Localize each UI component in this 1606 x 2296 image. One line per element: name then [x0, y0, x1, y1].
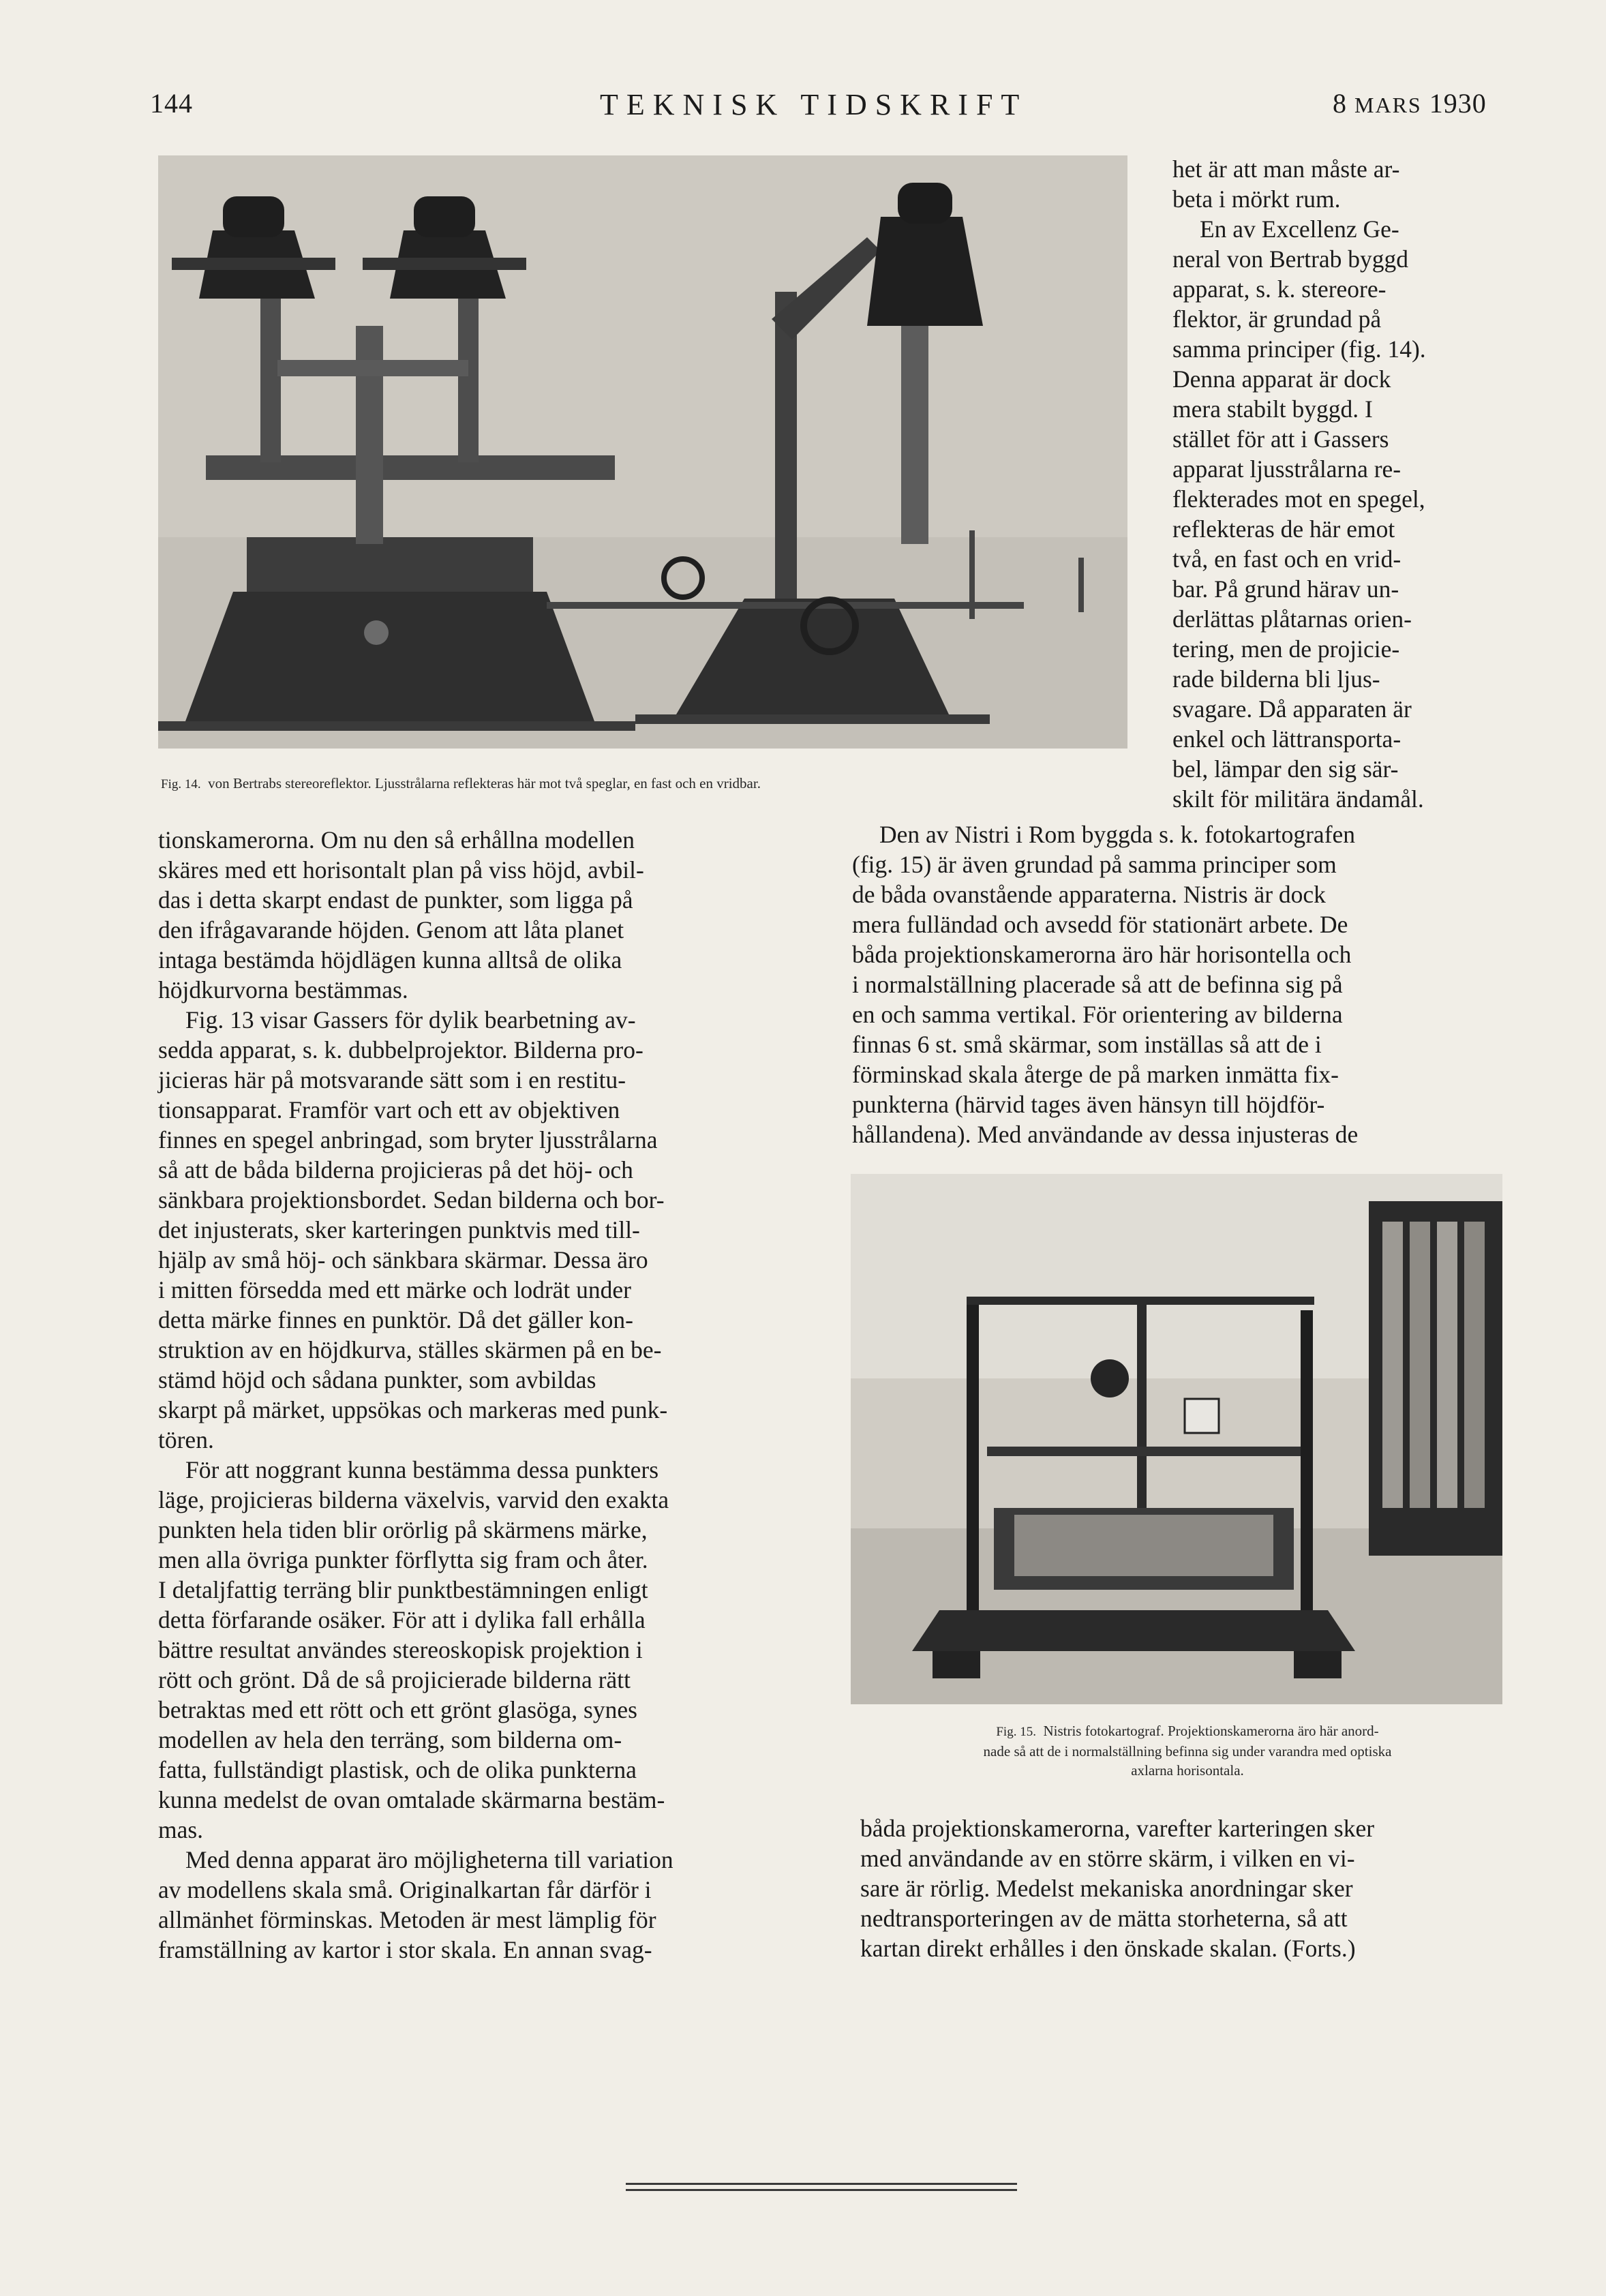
text-line: förminskad skala återge de på marken inmätta fix-: [852, 1061, 1339, 1088]
text-line: apparat, s. k. stereore-: [1172, 275, 1387, 303]
text-line: struktion av en höjdkurva, ställes skärmen på en be-: [158, 1336, 662, 1363]
text-line: båda projektionskamerorna, varefter karteringen sker: [860, 1815, 1375, 1842]
text-line: apparat ljusstrålarna re-: [1172, 455, 1402, 483]
text-line: das i detta skarpt endast de punkter, som ligga på: [158, 886, 633, 913]
figure-15-caption-line-3: axlarna horisontala.: [1131, 1762, 1244, 1779]
text-line: bel, lämpar den sig sär-: [1172, 755, 1399, 783]
figure-15-photo: [851, 1174, 1502, 1704]
text-line: detta förfarande osäker. För att i dylika fall erhålla: [158, 1606, 646, 1633]
text-line: bättre resultat användes stereoskopisk projektion i: [158, 1636, 643, 1663]
footer-rule-top: [626, 2183, 1017, 2185]
footer-rule-bottom: [626, 2189, 1017, 2191]
figure-15-caption-line-2: nade så att de i normalställning befinna sig under varandra med optiska: [983, 1743, 1392, 1759]
text-line: Den av Nistri i Rom byggda s. k. fotokartografen: [879, 821, 1356, 848]
text-line: Denna apparat är dock: [1172, 365, 1391, 393]
text-line: läge, projicieras bilderna växelvis, varvid den exakta: [158, 1486, 669, 1513]
text-line: flekterades mot en spegel,: [1172, 485, 1425, 513]
text-line: jicieras här på motsvarande sätt som i en restitu-: [158, 1066, 626, 1093]
text-line: fatta, fullständigt plastisk, och de olika punkterna: [158, 1756, 637, 1783]
text-line: kartan direkt erhålles i den önskade skalan. (Forts.): [860, 1935, 1356, 1962]
text-line: tionskamerorna. Om nu den så erhållna modellen: [158, 826, 635, 854]
text-line: detta märke finnes en punktör. Då det gäller kon-: [158, 1306, 633, 1333]
text-line: modellen av hela den terräng, som bilderna om-: [158, 1726, 622, 1753]
text-line: det injusterats, sker karteringen punktvis med till-: [158, 1216, 640, 1243]
text-line: den ifrågavarande höjden. Genom att låta planet: [158, 916, 624, 943]
text-line: rade bilderna bli ljus-: [1172, 665, 1380, 693]
text-line: sare är rörlig. Medelst mekaniska anordningar sker: [860, 1875, 1353, 1902]
page-number: 144: [150, 88, 193, 119]
text-line: av modellens skala små. Originalkartan får därför i: [158, 1876, 652, 1903]
text-line: beta i mörkt rum.: [1172, 185, 1341, 213]
text-line: tering, men de projicie-: [1172, 635, 1400, 663]
text-line: sedda apparat, s. k. dubbelprojektor. Bilderna pro-: [158, 1036, 643, 1063]
text-line: så att de båda bilderna projicieras på det höj- och: [158, 1156, 633, 1183]
text-line: enkel och lättransporta-: [1172, 725, 1402, 753]
text-line: intaga bestämda höjdlägen kunna alltså de olika: [158, 946, 622, 973]
text-line: en och samma vertikal. För orientering av bilderna: [852, 1001, 1343, 1028]
text-line: finnes en spegel anbringad, som bryter ljusstrålarna: [158, 1126, 658, 1153]
text-line: nedtransporteringen av de mätta storheterna, så att: [860, 1905, 1348, 1932]
text-line: i mitten försedda med ett märke och lodrät under: [158, 1276, 631, 1303]
text-line: tionsapparat. Framför vart och ett av objektiven: [158, 1096, 620, 1123]
figure-14-label: Fig. 14.: [161, 777, 201, 791]
text-line: framställning av kartor i stor skala. En annan svag-: [158, 1936, 652, 1963]
text-line: men alla övriga punkter förflytta sig fram och åter.: [158, 1546, 648, 1573]
text-line: två, en fast och en vrid-: [1172, 545, 1402, 573]
text-line: finnas 6 st. små skärmar, som inställas så att de i: [852, 1031, 1322, 1058]
text-line: flektor, är grundad på: [1172, 305, 1382, 333]
text-line: rött och grönt. Då de så projicierade bilderna rätt: [158, 1666, 631, 1693]
text-line: höjdkurvorna bestämmas.: [158, 976, 408, 1003]
figure-14-photo: [158, 155, 1127, 749]
text-line: mera fulländad och avsedd för stationärt arbete. De: [852, 911, 1348, 938]
text-column-right-top: [1172, 154, 1500, 814]
figure-15-caption-line-1: [860, 1721, 1515, 1742]
figure-14-caption: [161, 774, 1136, 794]
text-line: En av Excellenz Ge-: [1200, 215, 1399, 243]
text-line: i normalställning placerade så att de befinna sig på: [852, 971, 1343, 998]
photocartograph-illustration: [851, 1174, 1502, 1704]
text-column-left: [158, 825, 819, 1965]
text-line: punkterna (härvid tages även hänsyn till höjdför-: [852, 1091, 1325, 1118]
text-line: Med denna apparat äro möjligheterna till variation: [185, 1846, 673, 1873]
text-line: I detaljfattig terräng blir punktbestämningen enligt: [158, 1576, 648, 1603]
text-line: derlättas plåtarnas orien-: [1172, 605, 1412, 633]
text-line: sänkbara projektionsbordet. Sedan bilderna och bor-: [158, 1186, 665, 1213]
figure-15-caption: [860, 1721, 1515, 1780]
journal-title: TEKNISK TIDSKRIFT: [600, 88, 1028, 121]
text-line: tören.: [158, 1426, 214, 1453]
text-line: mera stabilt byggd. I: [1172, 395, 1373, 423]
text-line: mas.: [158, 1816, 204, 1843]
text-line: skäres med ett horisontalt plan på viss höjd, avbil-: [158, 856, 644, 883]
text-line: hållandena). Med användande av dessa injusteras de: [852, 1121, 1359, 1148]
text-line: stället för att i Gassers: [1172, 425, 1389, 453]
figure-14-caption-text: von Bertrabs stereoreflektor. Ljusstrålarna reflekteras här mot två speglar, en fast och en vridbar.: [208, 775, 761, 791]
text-column-right-middle: [852, 819, 1511, 1149]
text-line: skilt för militära ändamål.: [1172, 785, 1424, 813]
text-line: svagare. Då apparaten är: [1172, 695, 1412, 723]
text-line: samma principer (fig. 14).: [1172, 335, 1426, 363]
text-line: de båda ovanstående apparaterna. Nistris är dock: [852, 881, 1326, 908]
text-line: Fig. 13 visar Gassers för dylik bearbetning av-: [185, 1006, 636, 1033]
issue-date: [1333, 87, 1487, 119]
text-line: stämd höjd och sådana punkter, som avbildas: [158, 1366, 596, 1393]
figure-15-label: Fig. 15.: [996, 1725, 1036, 1739]
text-line: med användande av en större skärm, i vilken en vi-: [860, 1845, 1355, 1872]
text-line: punkten hela tiden blir orörlig på skärmens märke,: [158, 1516, 648, 1543]
text-line: För att noggrant kunna bestämma dessa punkters: [185, 1456, 659, 1483]
issue-date-year: 1930: [1429, 88, 1487, 119]
issue-date-day: 8: [1333, 88, 1347, 119]
figure-15-caption-text-1: Nistris fotokartograf. Projektionskamerorna äro här anord-: [1043, 1723, 1379, 1739]
text-line: reflekteras de här emot: [1172, 515, 1395, 543]
stereoreflector-illustration: [158, 155, 1127, 749]
text-line: betraktas med ett rött och ett grönt glasöga, synes: [158, 1696, 637, 1723]
text-line: (fig. 15) är även grundad på samma principer som: [852, 851, 1337, 878]
text-line: neral von Bertrab byggd: [1172, 245, 1409, 273]
text-line: hjälp av små höj- och sänkbara skärmar. Dessa äro: [158, 1246, 648, 1273]
text-line: bar. På grund härav un-: [1172, 575, 1399, 603]
text-line: kunna medelst de ovan omtalade skärmarna bestäm-: [158, 1786, 665, 1813]
text-line: allmänhet förminskas. Metoden är mest lämplig för: [158, 1906, 656, 1933]
issue-date-month: MARS: [1354, 93, 1422, 117]
text-line: båda projektionskamerorna äro här horisontella och: [852, 941, 1352, 968]
text-column-right-bottom: [860, 1813, 1511, 1963]
text-line: skarpt på märket, uppsökas och markeras med punk-: [158, 1396, 668, 1423]
text-line: het är att man måste ar-: [1172, 155, 1400, 183]
